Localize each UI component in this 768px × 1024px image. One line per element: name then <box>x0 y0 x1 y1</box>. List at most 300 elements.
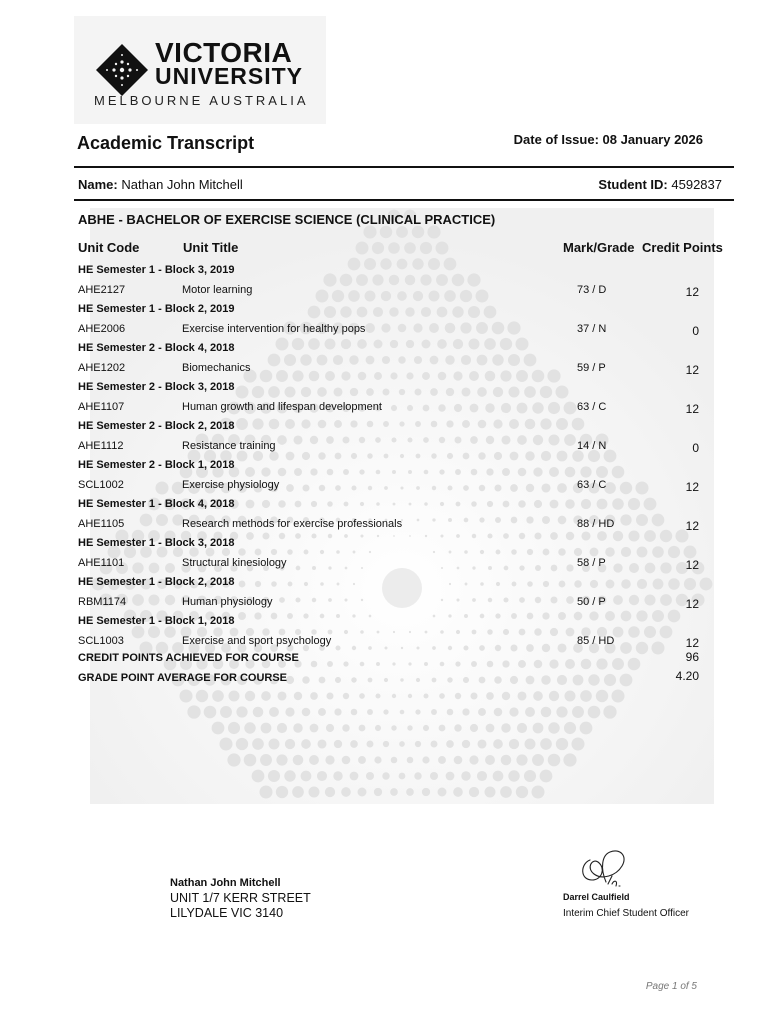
watermark-dot <box>400 678 403 681</box>
watermark-dot <box>317 771 327 781</box>
watermark-dot <box>534 660 543 669</box>
watermark-dot <box>453 787 463 797</box>
watermark-dot <box>423 725 429 731</box>
watermark-dot <box>596 690 608 702</box>
unit-credit-points: 12 <box>685 518 699 533</box>
watermark-dot <box>524 770 536 782</box>
watermark-dot <box>580 722 593 735</box>
watermark-dot <box>356 242 369 255</box>
semester-heading: HE Semester 2 - Block 4, 2018 <box>78 342 235 354</box>
watermark-dot <box>310 724 319 733</box>
watermark-dot <box>502 692 510 700</box>
watermark-dot <box>517 723 527 733</box>
unit-code: SCL1003 <box>78 634 124 647</box>
watermark-dot <box>454 724 461 731</box>
unit-row <box>0 399 768 419</box>
student-name: Nathan John Mitchell <box>121 177 243 192</box>
unit-mark: 88 / HD <box>577 517 615 530</box>
unit-row <box>0 282 768 302</box>
watermark-dot <box>228 690 239 701</box>
watermark-dot <box>350 740 358 748</box>
unit-code: RBM1174 <box>78 595 127 608</box>
watermark-dot <box>372 242 384 254</box>
unit-row <box>0 477 768 497</box>
watermark-dot <box>525 707 535 717</box>
watermark-dot <box>596 658 607 669</box>
name-divider <box>74 199 734 201</box>
watermark-dot <box>359 725 366 732</box>
university-logo <box>74 16 326 124</box>
unit-row <box>0 360 768 380</box>
watermark-dot <box>423 693 428 698</box>
unit-code: AHE1112 <box>78 439 124 452</box>
col-header-credit-points: Credit Points <box>642 240 723 255</box>
watermark-dot <box>236 738 248 750</box>
watermark-dot <box>285 739 295 749</box>
unit-credit-points: 12 <box>685 284 699 299</box>
watermark-dot <box>556 738 568 750</box>
watermark-dot <box>227 753 240 766</box>
unit-title: Motor learning <box>182 283 253 296</box>
watermark-dot <box>524 738 535 749</box>
watermark-dot <box>565 659 575 669</box>
watermark-dot <box>382 772 389 779</box>
watermark-dot <box>325 787 335 797</box>
watermark-dot <box>540 770 553 783</box>
gpa-value: 4.20 <box>675 669 699 683</box>
unit-mark: 58 / P <box>577 556 606 569</box>
watermark-dot <box>376 662 380 666</box>
unit-code: AHE2127 <box>78 283 126 296</box>
watermark-dot <box>446 772 455 781</box>
watermark-dot <box>220 706 232 718</box>
watermark-dot <box>412 226 425 239</box>
watermark-dot <box>509 707 518 716</box>
watermark-dot <box>438 788 447 797</box>
watermark-dot <box>268 738 279 749</box>
watermark-dot <box>341 787 351 797</box>
watermark-dot <box>572 706 584 718</box>
watermark-dot <box>350 772 359 781</box>
signature-image <box>572 846 636 890</box>
watermark-dot <box>407 757 414 764</box>
gpa-label: GRADE POINT AVERAGE FOR COURSE <box>78 672 288 684</box>
watermark-dot <box>533 723 544 734</box>
watermark-dot <box>326 692 333 699</box>
watermark-dot <box>486 724 495 733</box>
watermark-dot <box>392 694 396 698</box>
unit-mark: 63 / C <box>577 478 607 491</box>
watermark-dot <box>603 705 616 718</box>
watermark-dot <box>541 707 552 718</box>
watermark-dot <box>439 725 446 732</box>
logo-victoria-text: VICTORIA <box>155 37 293 68</box>
watermark-dot <box>404 242 416 254</box>
unit-title: Research methods for exercise professionals <box>182 517 403 530</box>
mailing-address <box>170 876 311 921</box>
unit-title: Human growth and lifespan development <box>182 400 382 413</box>
watermark-dot <box>380 226 393 239</box>
unit-mark: 63 / C <box>577 400 607 413</box>
unit-row <box>0 594 768 614</box>
watermark-dot <box>470 724 478 732</box>
watermark-dot <box>422 756 429 763</box>
watermark-dot <box>244 754 257 767</box>
watermark-dot <box>327 661 333 667</box>
watermark-dot <box>228 722 240 734</box>
watermark-dot <box>399 773 406 780</box>
watermark-dot <box>486 692 494 700</box>
watermark-dot <box>277 723 287 733</box>
watermark-dot <box>400 710 405 715</box>
address-line-2: LILYDALE VIC 3140 <box>170 906 284 920</box>
logo-university-text: UNIVERSITY <box>155 63 304 89</box>
watermark-dot <box>212 690 224 702</box>
address-line-1: UNIT 1/7 KERR STREET <box>170 891 311 905</box>
watermark-dot <box>549 659 558 668</box>
watermark-dot <box>611 689 624 702</box>
student-id: 4592837 <box>671 177 722 192</box>
unit-title: Exercise physiology <box>182 478 280 491</box>
watermark-dot <box>302 676 309 683</box>
unit-row <box>0 516 768 536</box>
watermark-dot <box>277 691 286 700</box>
watermark-dot <box>245 691 255 701</box>
results-list <box>0 262 768 652</box>
unit-title: Exercise and sport psychology <box>182 634 332 647</box>
watermark-dot <box>440 662 445 667</box>
watermark-dot <box>309 755 319 765</box>
watermark-dot <box>334 708 341 715</box>
unit-mark: 14 / N <box>577 439 607 452</box>
watermark-dot <box>268 770 280 782</box>
watermark-dot <box>455 693 461 699</box>
watermark-dot <box>479 677 486 684</box>
watermark-dot <box>502 660 509 667</box>
unit-mark: 73 / D <box>577 283 607 296</box>
watermark-dot <box>343 693 349 699</box>
signatory-role: Interim Chief Student Officer <box>563 908 689 919</box>
unit-title: Exercise intervention for healthy pops <box>182 322 366 335</box>
watermark-dot <box>406 788 414 796</box>
unit-row <box>0 438 768 458</box>
watermark-dot <box>463 677 469 683</box>
semester-heading: HE Semester 2 - Block 2, 2018 <box>78 420 235 432</box>
watermark-dot <box>564 690 575 701</box>
watermark-dot <box>187 705 200 718</box>
watermark-dot <box>367 709 373 715</box>
watermark-dot <box>581 659 592 670</box>
watermark-dot <box>196 690 208 702</box>
watermark-dot <box>431 709 437 715</box>
semester-heading: HE Semester 1 - Block 1, 2018 <box>78 615 235 627</box>
watermark-dot <box>253 707 264 718</box>
semester-heading: HE Semester 1 - Block 3, 2019 <box>78 264 235 276</box>
watermark-dot <box>494 676 501 683</box>
watermark-dot <box>292 786 304 798</box>
watermark-dot <box>310 692 318 700</box>
watermark-dot <box>469 787 479 797</box>
watermark-dot <box>533 691 543 701</box>
watermark-dot <box>269 707 279 717</box>
watermark-dot <box>383 709 388 714</box>
watermark-dot <box>548 722 559 733</box>
watermark-dot <box>493 771 504 782</box>
watermark-dot <box>485 755 495 765</box>
unit-code: SCL1002 <box>78 478 124 491</box>
watermark-dot <box>366 740 373 747</box>
watermark-dot <box>557 675 567 685</box>
watermark-dot <box>293 755 304 766</box>
watermark-dot <box>487 661 494 668</box>
watermark-dot <box>485 787 496 798</box>
watermark-dot <box>424 662 428 666</box>
watermark-dot <box>375 693 380 698</box>
watermark-dot <box>301 771 312 782</box>
watermark-dot <box>359 693 365 699</box>
watermark-dot <box>540 738 552 750</box>
watermark-dot <box>286 676 294 684</box>
student-id-line <box>598 177 722 192</box>
watermark-dot <box>549 691 559 701</box>
watermark-dot <box>415 709 420 714</box>
watermark-dot <box>391 725 396 730</box>
unit-code: AHE1105 <box>78 517 125 530</box>
watermark-dot <box>391 757 398 764</box>
watermark-dot <box>573 675 584 686</box>
watermark-dot <box>510 676 518 684</box>
watermark-dot <box>415 741 421 747</box>
watermark-dot <box>396 226 408 238</box>
watermark-dot <box>628 658 641 671</box>
watermark-dot <box>462 708 469 715</box>
watermark-dot <box>276 754 287 765</box>
watermark-dot <box>333 771 342 780</box>
watermark-dot <box>285 707 294 716</box>
watermark-dot <box>219 737 232 750</box>
watermark-dot <box>252 738 264 750</box>
watermark-dot <box>302 708 311 717</box>
semester-heading: HE Semester 2 - Block 1, 2018 <box>78 459 235 471</box>
watermark-dot <box>477 739 486 748</box>
watermark-dot <box>368 678 373 683</box>
address-name: Nathan John Mitchell <box>170 877 281 889</box>
watermark-dot <box>301 739 311 749</box>
document-title: Academic Transcript <box>77 133 255 153</box>
unit-credit-points: 12 <box>685 401 699 416</box>
unit-credit-points: 12 <box>685 479 699 494</box>
signatory-name: Darrel Caulfield <box>563 892 630 902</box>
watermark-dot <box>360 662 365 667</box>
watermark-dot <box>580 690 592 702</box>
unit-mark: 85 / HD <box>577 634 615 647</box>
semester-heading: HE Semester 1 - Block 4, 2018 <box>78 498 235 510</box>
watermark-dot <box>446 740 454 748</box>
watermark-dot <box>261 691 271 701</box>
watermark-dot <box>284 770 295 781</box>
watermark-dot <box>420 242 432 254</box>
watermark-dot <box>384 678 388 682</box>
watermark-dot <box>261 723 272 734</box>
watermark-dot <box>179 689 192 702</box>
course-title: ABHE - BACHELOR OF EXERCISE SCIENCE (CLINICAL PRACTICE) <box>78 212 496 227</box>
watermark-dot <box>588 706 601 719</box>
watermark-dot <box>422 788 430 796</box>
watermark-dot <box>414 772 421 779</box>
watermark-dot <box>478 708 486 716</box>
watermark-dot <box>469 755 478 764</box>
watermark-dot <box>447 677 452 682</box>
watermark-dot <box>461 771 470 780</box>
watermark-dot <box>236 706 247 717</box>
watermark-dot <box>509 739 519 749</box>
unit-mark: 59 / P <box>577 361 606 374</box>
unit-credit-points: 0 <box>692 440 699 455</box>
watermark-dot <box>477 771 487 781</box>
watermark-dot <box>518 660 526 668</box>
watermark-dot <box>294 692 302 700</box>
unit-credit-points: 12 <box>685 635 699 650</box>
unit-credit-points: 12 <box>685 362 699 377</box>
watermark-dot <box>427 225 440 238</box>
watermark-dot <box>342 724 349 731</box>
watermark-dot <box>620 674 633 687</box>
watermark-dot <box>501 723 510 732</box>
watermark-dot <box>439 693 445 699</box>
watermark-dot <box>455 661 460 666</box>
watermark-dot <box>383 741 389 747</box>
watermark-dot <box>244 722 255 733</box>
watermark-dot <box>390 788 398 796</box>
watermark-dot <box>351 677 356 682</box>
watermark-dot <box>408 662 411 665</box>
student-name-line <box>78 177 243 192</box>
watermark-dot <box>335 677 341 683</box>
watermark-dot <box>612 658 624 670</box>
watermark-dot <box>508 770 519 781</box>
watermark-dot <box>556 706 567 717</box>
header-divider <box>74 166 734 168</box>
watermark-dot <box>309 787 320 798</box>
watermark-dot <box>563 753 576 766</box>
watermark-dot <box>342 756 351 765</box>
semester-heading: HE Semester 1 - Block 3, 2018 <box>78 537 235 549</box>
watermark-dot <box>517 691 526 700</box>
watermark-dot <box>526 676 535 685</box>
unit-mark: 50 / P <box>577 595 606 608</box>
logo-diamond-icon <box>96 44 148 96</box>
watermark-dot <box>276 786 288 798</box>
watermark-dot <box>318 708 326 716</box>
watermark-dot <box>588 674 599 685</box>
watermark-dot <box>392 662 395 665</box>
watermark-dot <box>351 709 358 716</box>
credit-points-total-value: 96 <box>685 650 699 664</box>
watermark-dot <box>388 242 400 254</box>
watermark-dot <box>548 754 561 767</box>
watermark-dot <box>470 692 477 699</box>
watermark-dot <box>317 739 326 748</box>
unit-code: AHE1101 <box>78 556 125 569</box>
semester-heading: HE Semester 1 - Block 2, 2018 <box>78 576 235 588</box>
watermark-dot <box>408 694 412 698</box>
semester-heading: HE Semester 1 - Block 2, 2019 <box>78 303 235 315</box>
watermark-dot <box>319 677 326 684</box>
watermark-dot <box>571 737 584 750</box>
watermark-dot <box>516 754 527 765</box>
watermark-dot <box>366 772 374 780</box>
watermark-dot <box>564 722 576 734</box>
watermark-dot <box>399 741 405 747</box>
unit-credit-points: 0 <box>692 323 699 338</box>
unit-title: Resistance training <box>182 439 276 452</box>
watermark-dot <box>325 755 334 764</box>
logo-location-text: MELBOURNE AUSTRALIA <box>94 93 309 108</box>
unit-code: AHE1107 <box>78 400 125 413</box>
credit-points-total-label: CREDIT POINTS ACHIEVED FOR COURSE <box>78 652 299 664</box>
watermark-dot <box>407 725 412 730</box>
watermark-dot <box>260 754 272 766</box>
watermark-dot <box>436 242 449 255</box>
watermark-dot <box>493 739 503 749</box>
unit-title: Biomechanics <box>182 361 251 374</box>
watermark-dot <box>311 661 318 668</box>
unit-mark: 37 / N <box>577 322 607 335</box>
col-header-unit-title: Unit Title <box>183 240 239 255</box>
student-id-label: Student ID: <box>598 177 668 192</box>
watermark-dot <box>501 755 512 766</box>
watermark-dot <box>447 709 454 716</box>
watermark-dot <box>432 678 437 683</box>
unit-code: AHE2006 <box>78 322 126 335</box>
watermark-dot <box>374 788 382 796</box>
watermark-dot <box>375 725 381 731</box>
watermark-dot <box>260 786 273 799</box>
watermark-dot <box>358 756 366 764</box>
unit-code: AHE1202 <box>78 361 126 374</box>
watermark-dot <box>500 786 512 798</box>
watermark-dot <box>212 722 225 735</box>
watermark-dot <box>430 740 437 747</box>
issue-date: Date of Issue: 08 January 2026 <box>513 132 703 147</box>
unit-credit-points: 12 <box>685 596 699 611</box>
unit-row <box>0 555 768 575</box>
watermark-dot <box>416 678 420 682</box>
watermark-dot <box>516 786 528 798</box>
watermark-dot <box>532 786 545 799</box>
name-label: Name: <box>78 177 118 192</box>
watermark-dot <box>438 756 446 764</box>
page-number: Page 1 of 5 <box>645 981 697 992</box>
watermark-dot <box>293 723 302 732</box>
watermark-dot <box>334 740 342 748</box>
watermark-dot <box>358 788 367 797</box>
unit-credit-points: 12 <box>685 557 699 572</box>
watermark-dot <box>471 661 477 667</box>
unit-row <box>0 321 768 341</box>
watermark-dot <box>454 756 463 765</box>
col-header-mark-grade: Mark/Grade <box>563 240 635 255</box>
watermark-dot <box>374 756 381 763</box>
watermark-dot <box>204 706 217 719</box>
watermark-dot <box>252 770 265 783</box>
col-header-unit-code: Unit Code <box>78 240 140 255</box>
watermark-dot <box>363 225 376 238</box>
unit-title: Structural kinesiology <box>182 556 287 569</box>
unit-title: Human physiology <box>182 595 273 608</box>
watermark-dot <box>604 674 616 686</box>
watermark-dot <box>430 772 438 780</box>
